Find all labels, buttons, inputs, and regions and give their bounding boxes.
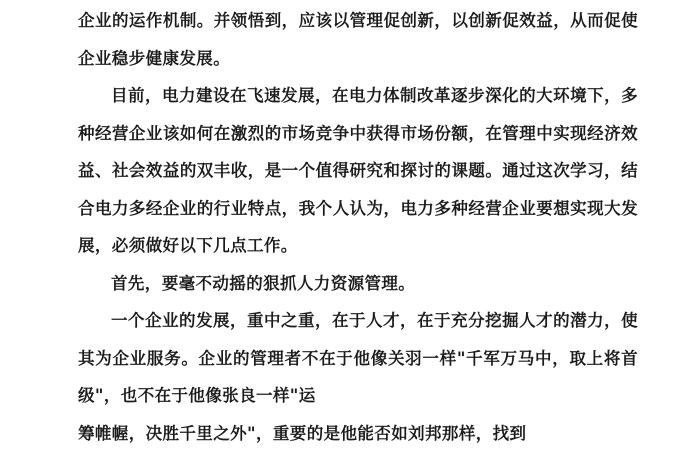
paragraph-3: 首先，要毫不动摇的狠抓人力资源管理。 xyxy=(111,273,416,293)
clipped-bottom-line: 筹帷幄，决胜千里之外"，重要的是他能否如刘邦那样，找到 xyxy=(78,423,527,443)
paragraph-2: 目前，电力建设在飞速发展，在电力体制改革逐步深化的大环境下，多种经营企业该如何在激烈的市场竞争中获得市场份额，在管理中实现经济效益、社会效益的双丰收，是一个值得研究和探讨的课题。通过这次学习，结合电力多经企业的行业特点，我个人认为，电力多种经营企业要想实现大发展，必须做好以下几点工作。 xyxy=(78,86,638,255)
document-text-body xyxy=(78,0,638,443)
paragraph-4: 一个企业的发展，重中之重，在于人才，在于充分挖掘人才的潜力，使其为企业服务。企业的管理者不在于他像关羽一样"千军万马中，取上将首级"，也不在于他像张良一样"运 xyxy=(78,311,638,405)
paragraph-1: 企业的运作机制。并领悟到，应该以管理促创新，以创新促效益，从而促使企业稳步健康发展。 xyxy=(78,11,638,68)
